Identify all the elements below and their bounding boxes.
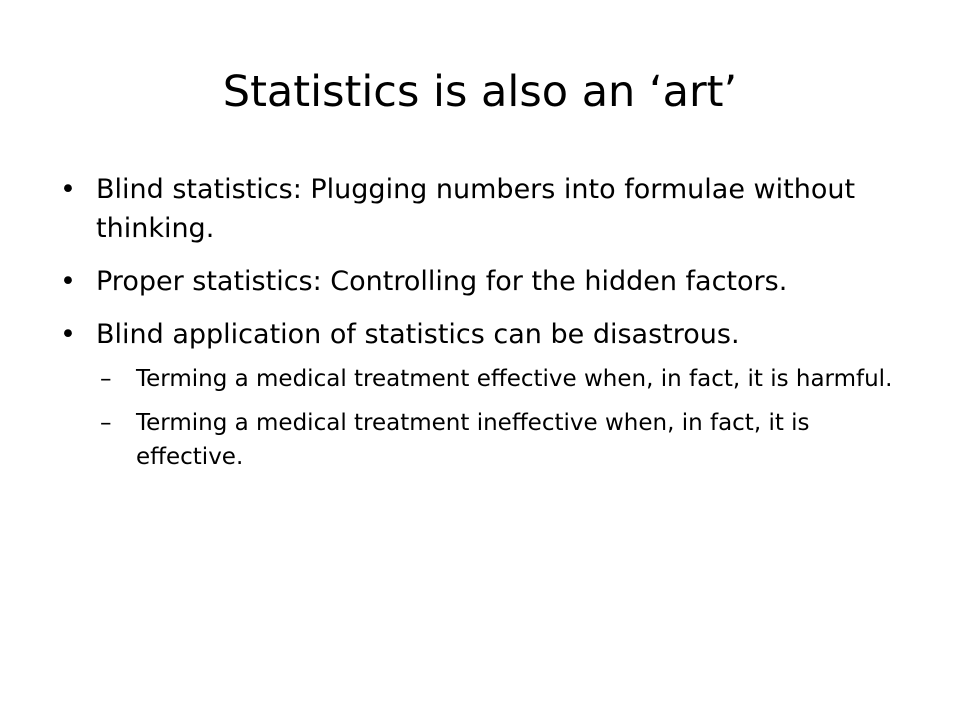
slide-title: Statistics is also an ‘art’ [222,67,738,117]
sub-bullet-item [96,362,910,396]
bullet-item [60,262,910,301]
sub-bullet-item [96,406,910,474]
bullet-list [60,170,910,488]
sub-bullet-list [96,362,910,474]
sub-bullet-text: Terming a medical treatment ineffective when, in fact, it is effective. [136,410,810,470]
sub-bullet-text: Terming a medical treatment effective when, in fact, it is harmful. [136,366,893,392]
sub-bullet-marker: – [100,410,112,436]
bullet-marker: • [60,174,76,205]
bullet-text: Proper statistics: Controlling for the hidden factors. [96,266,788,297]
sub-bullet-marker: – [100,366,112,392]
bullet-item [60,315,910,474]
bullet-text: Blind application of statistics can be disastrous. [96,319,740,350]
bullet-text: Blind statistics: Plugging numbers into formulae without thinking. [96,174,856,244]
bullet-item [60,170,910,248]
bullet-marker: • [60,266,76,297]
bullet-marker: • [60,319,76,350]
